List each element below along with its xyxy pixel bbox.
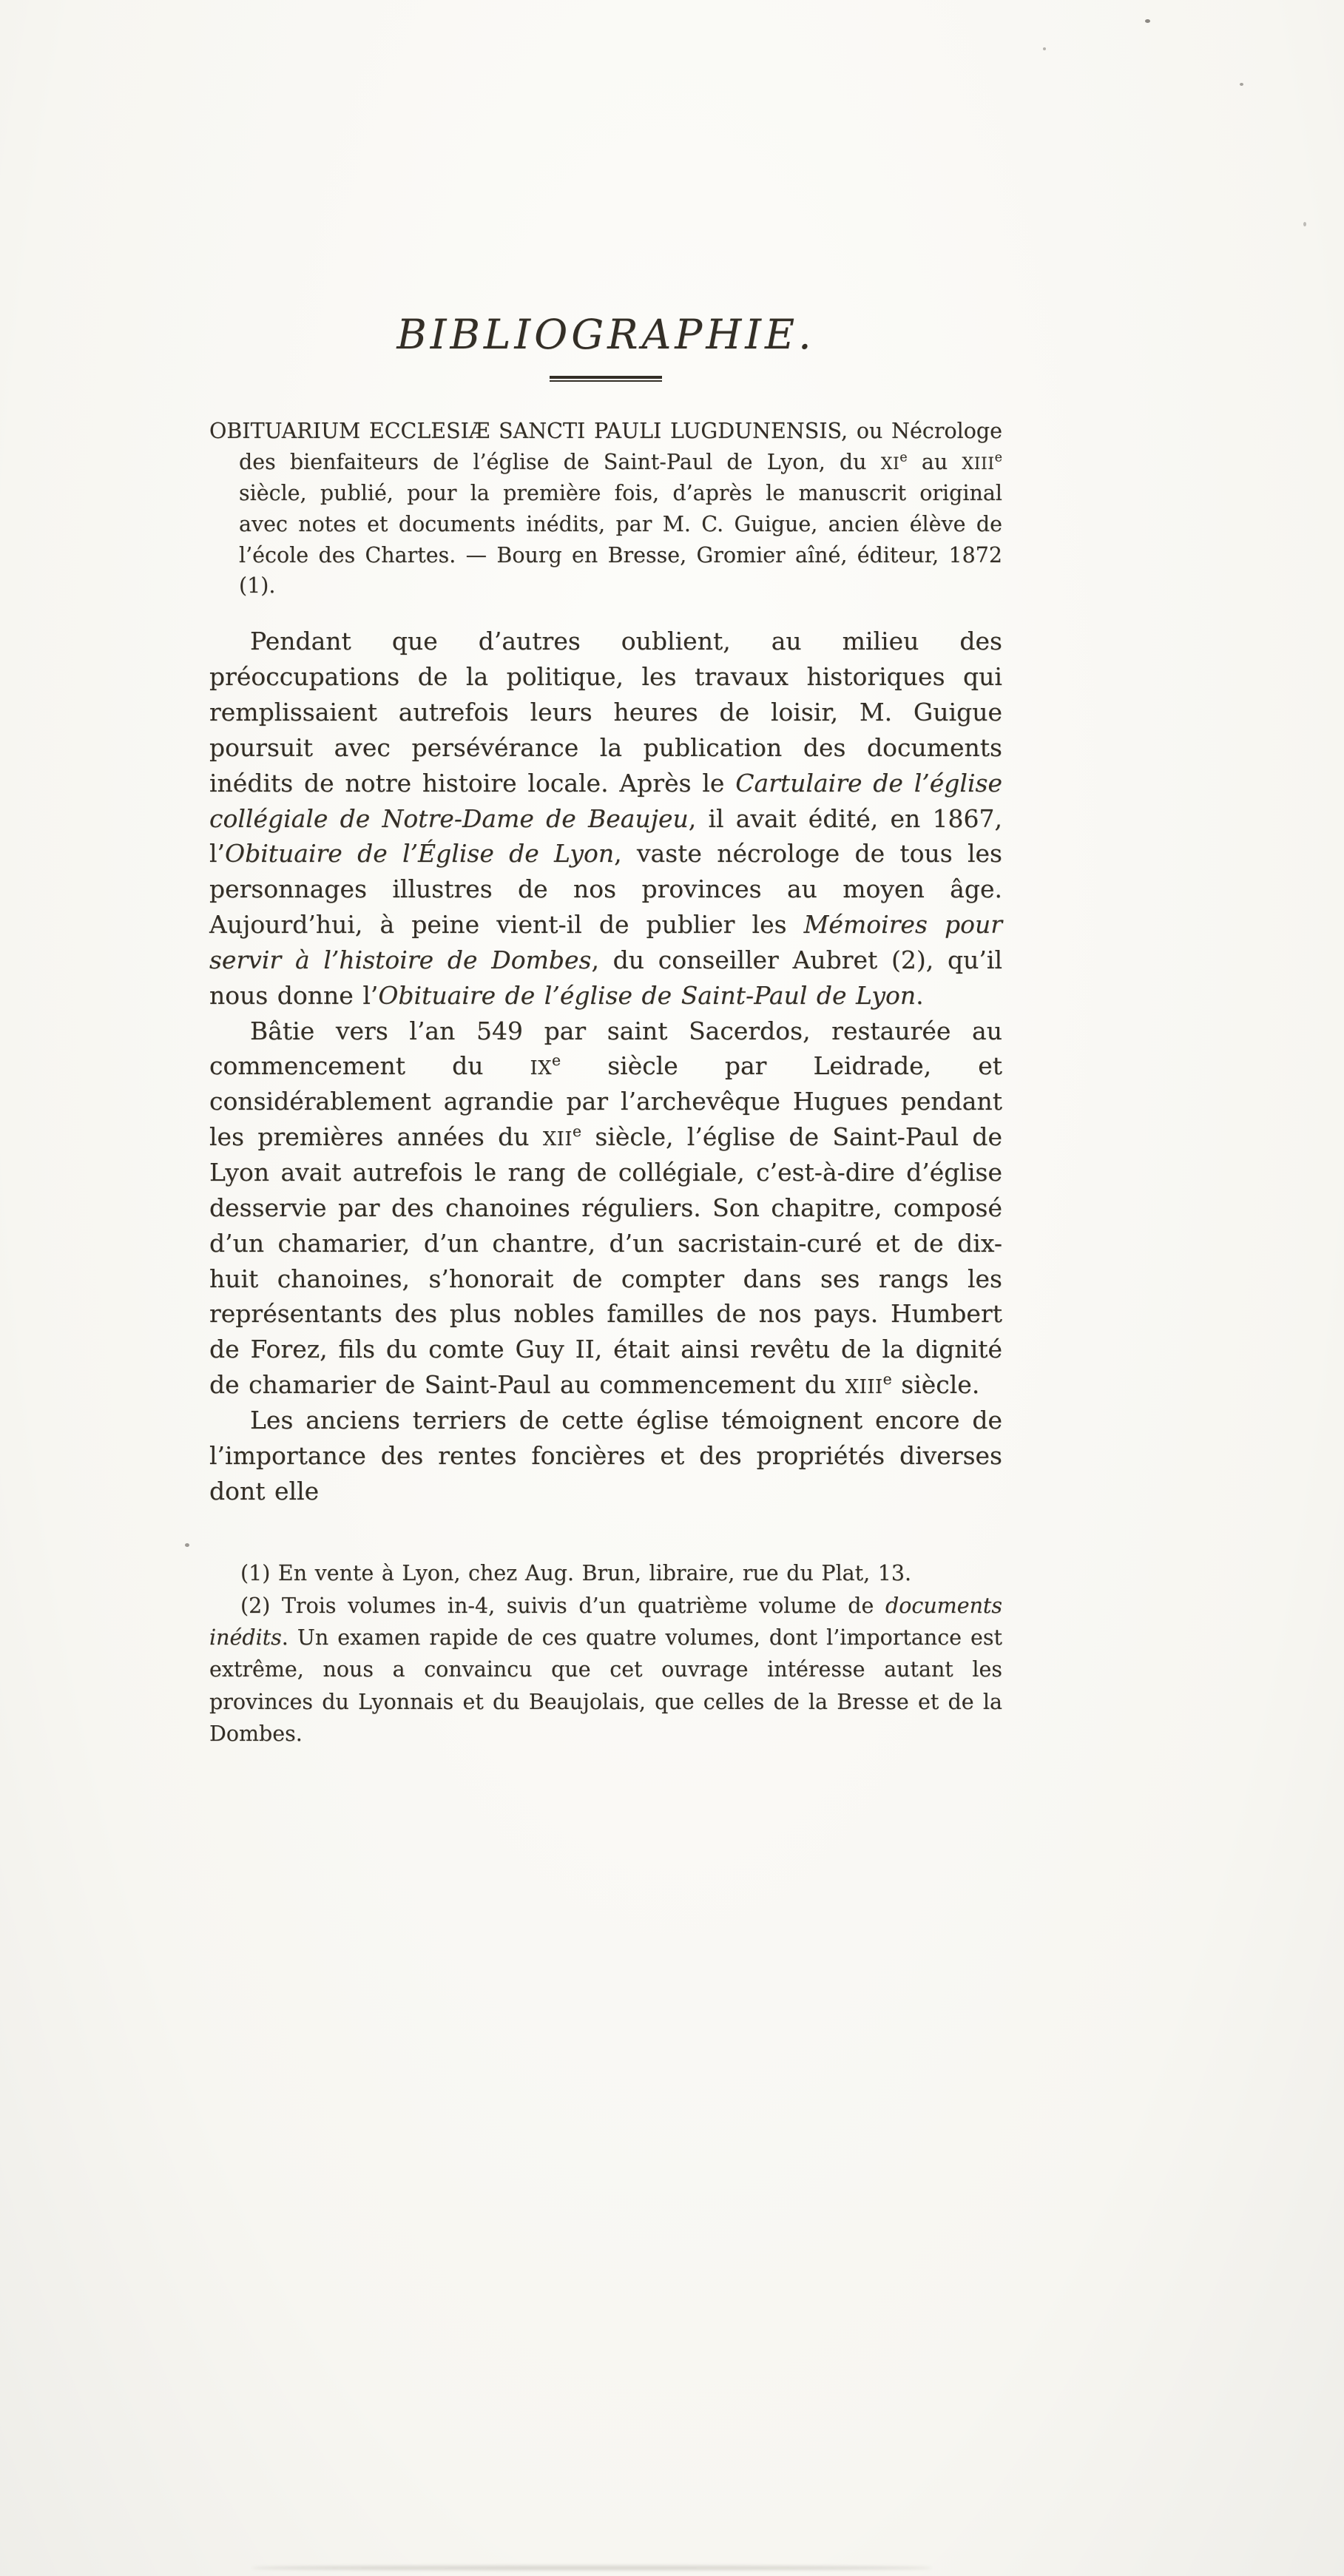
paragraph: (1) En vente à Lyon, chez Aug. Brun, libraire, rue du Plat, 13. [240, 1561, 912, 1586]
text-run: e [994, 450, 1003, 465]
scan-speck [1303, 222, 1306, 226]
paragraph: Les anciens terriers de cette église témoignent encore de l’importance des rentes foncières et des propriétés diverses dont elle [209, 1405, 1002, 1506]
scan-edge-smudge [251, 2566, 932, 2570]
text-run: XI [880, 454, 900, 473]
bibliographic-entry: OBITUARIUM ECCLESIÆ SANCTI PAULI LUGDUNENSIS, ou Nécrologe des bienfaiteurs de l’église de Saint-Paul de Lyon, du XIe au XIIIe siècle, publié, pour la première fois, d’après le manuscrit original avec notes et documents inédits, par M. C. Guigue, ancien élève de l’école des Chartes. — Bourg en Bresse, Gromier aîné, éditeur, 1872 (1). [209, 419, 1003, 599]
body-paragraphs [209, 624, 1002, 1508]
text-run: IX [530, 1057, 553, 1080]
text-run: e [882, 1370, 892, 1389]
text-run: Mémoires pour servir à l’histoire de Dombes [209, 910, 1002, 974]
text-block [209, 311, 1002, 1750]
paragraph: Bâtie vers l’an 549 par saint Sacerdos, restaurée au commencement du IXe siècle par Leidrade, et considérablement agrandie par l’archevêque Hugues pendant les premières années du XIIe siècle, l’église de Saint-Paul de Lyon avait autrefois le rang de collégiale, c’est-à-dire d’église desservie par des chanoines réguliers. Son chapitre, composé d’un chamarier, d’un chantre, d’un sacristain-curé et de dix-huit chanoines, s’honorait de compter dans ses rangs les représentants des plus nobles familles de nos pays. Humbert de Forez, fils du comte Guy II, était ainsi revêtu de la dignité de chamarier de Saint-Paul au commencement du XIIIe siècle. [209, 1016, 1003, 1400]
scan-speck [185, 1543, 189, 1547]
text-run: XIII [962, 454, 995, 473]
paragraph: (2) Trois volumes in-4, suivis d’un quatrième volume de documents inédits. Un examen rapide de ces quatre volumes, dont l’importance est extrême, nous a convaincu que cet ouvrage intéresse autant les provinces du Lyonnais et du Beaujolais, que celles de la Bresse et de la Dombes. [209, 1593, 1002, 1746]
text-run: XII [542, 1128, 573, 1151]
page-title: BIBLIOGRAPHIE. [396, 311, 815, 358]
text-run: Obituaire de l’Église de Lyon [225, 839, 615, 869]
text-run: documents inédits [209, 1593, 1002, 1651]
scan-speck [1043, 47, 1046, 50]
text-run: XIII [845, 1376, 883, 1399]
text-run: e [573, 1122, 582, 1141]
text-run: e [552, 1051, 561, 1070]
scan-speck [1240, 83, 1243, 86]
footnotes-section [209, 1557, 1002, 1750]
paragraph: Pendant que d’autres oublient, au milieu des préoccupations de la politique, les travaux historiques qui remplissaient autrefois leurs heures de loisir, M. Guigue poursuit avec persévérance la publication des documents inédits de notre histoire locale. Après le Cartulaire de l’église collégiale de Notre-Dame de Beaujeu, il avait édité, en 1867, l’Obituaire de l’Église de Lyon, vaste nécrologe de tous les personnages illustres de nos provinces au moyen âge. Aujourd’hui, à peine vient-il de publier les Mémoires pour servir à l’histoire de Dombes, du conseiller Aubret (2), qu’il nous donne l’Obituaire de l’église de Saint-Paul de Lyon. [209, 627, 1002, 1010]
scan-speck [1145, 19, 1150, 23]
text-run: Cartulaire de l’église collégiale de Notre-Dame de Beaujeu [209, 768, 1002, 833]
title-rule [550, 376, 662, 382]
text-run: e [899, 450, 908, 465]
text-run: Obituaire de l’église de Saint-Paul de Lyon [378, 980, 916, 1010]
